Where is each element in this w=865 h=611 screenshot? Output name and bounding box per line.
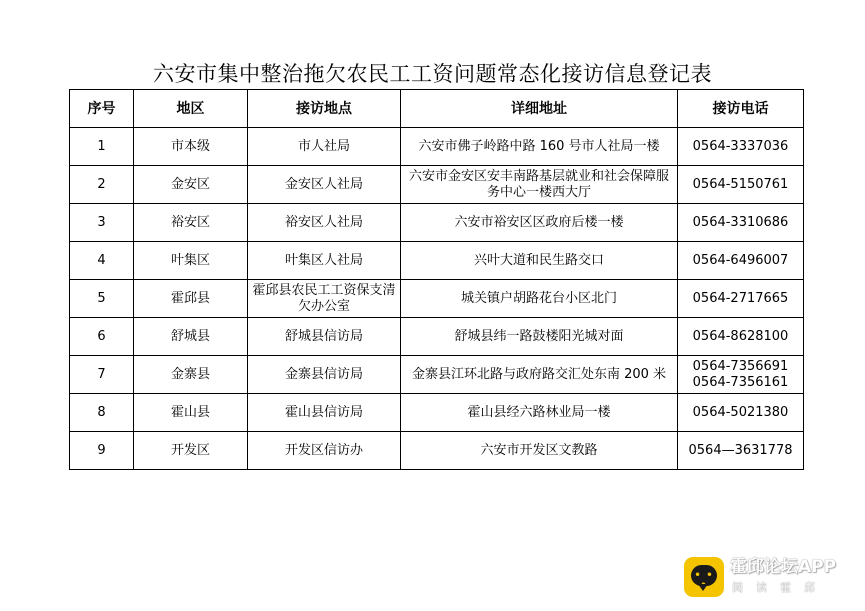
cell-region: 开发区 — [134, 432, 248, 470]
cell-location: 裕安区人社局 — [248, 204, 401, 242]
cell-address: 兴叶大道和民生路交口 — [401, 242, 678, 280]
header-region: 地区 — [134, 90, 248, 128]
cell-location: 霍邱县农民工工资保支清欠办公室 — [248, 280, 401, 318]
cell-region: 金安区 — [134, 166, 248, 204]
registration-table — [69, 89, 804, 470]
cell-index: 4 — [70, 242, 134, 280]
cell-location: 霍山县信访局 — [248, 394, 401, 432]
cell-index: 8 — [70, 394, 134, 432]
watermark — [684, 555, 854, 601]
cell-location: 叶集区人社局 — [248, 242, 401, 280]
table-body — [70, 128, 804, 470]
cell-index: 3 — [70, 204, 134, 242]
cell-region: 裕安区 — [134, 204, 248, 242]
watermark-app-name: 霍邱论坛APP — [730, 557, 837, 577]
cell-index: 1 — [70, 128, 134, 166]
cell-location: 金安区人社局 — [248, 166, 401, 204]
cell-location: 市人社局 — [248, 128, 401, 166]
table-row — [70, 432, 804, 470]
cell-address: 六安市裕安区区政府后楼一楼 — [401, 204, 678, 242]
cell-region: 舒城县 — [134, 318, 248, 356]
cell-phone: 0564-3310686 — [678, 204, 804, 242]
cell-address: 六安市金安区安丰南路基层就业和社会保障服务中心一楼西大厅 — [401, 166, 678, 204]
table-row — [70, 242, 804, 280]
cell-location: 开发区信访办 — [248, 432, 401, 470]
watermark-tagline: 阅读霍邱 — [732, 581, 828, 594]
cell-index: 5 — [70, 280, 134, 318]
cell-phone: 0564-7356691 0564-7356161 — [678, 356, 804, 394]
cell-address: 城关镇户胡路花台小区北门 — [401, 280, 678, 318]
cell-region: 金寨县 — [134, 356, 248, 394]
header-index: 序号 — [70, 90, 134, 128]
cell-index: 9 — [70, 432, 134, 470]
table-header-row — [70, 90, 804, 128]
cell-region: 叶集区 — [134, 242, 248, 280]
cell-region: 市本级 — [134, 128, 248, 166]
cell-phone: 0564-3337036 — [678, 128, 804, 166]
table-row — [70, 394, 804, 432]
cell-region: 霍邱县 — [134, 280, 248, 318]
cell-phone: 0564-2717665 — [678, 280, 804, 318]
app-logo — [684, 557, 724, 597]
cell-location: 舒城县信访局 — [248, 318, 401, 356]
cell-index: 7 — [70, 356, 134, 394]
cell-index: 2 — [70, 166, 134, 204]
cell-address: 六安市佛子岭路中路 160 号市人社局一楼 — [401, 128, 678, 166]
cell-region: 霍山县 — [134, 394, 248, 432]
table-row — [70, 166, 804, 204]
table-row — [70, 280, 804, 318]
cell-index: 6 — [70, 318, 134, 356]
cell-address: 六安市开发区文教路 — [401, 432, 678, 470]
cell-phone: 0564-6496007 — [678, 242, 804, 280]
cell-address: 舒城县纬一路鼓楼阳光城对面 — [401, 318, 678, 356]
page-title: 六安市集中整治拖欠农民工工资问题常态化接访信息登记表 — [153, 62, 712, 86]
table-row — [70, 356, 804, 394]
cell-location: 金寨县信访局 — [248, 356, 401, 394]
table-row — [70, 318, 804, 356]
cell-phone: 0564-5021380 — [678, 394, 804, 432]
cell-address: 金寨县江环北路与政府路交汇处东南 200 米 — [401, 356, 678, 394]
cell-phone: 0564-8628100 — [678, 318, 804, 356]
header-address: 详细地址 — [401, 90, 678, 128]
cell-address: 霍山县经六路林业局一楼 — [401, 394, 678, 432]
table-row — [70, 128, 804, 166]
header-location: 接访地点 — [248, 90, 401, 128]
cell-phone: 0564-5150761 — [678, 166, 804, 204]
header-phone: 接访电话 — [678, 90, 804, 128]
table-row — [70, 204, 804, 242]
cell-phone: 0564—3631778 — [678, 432, 804, 470]
chat-bubble-icon: • • • — [691, 565, 717, 586]
